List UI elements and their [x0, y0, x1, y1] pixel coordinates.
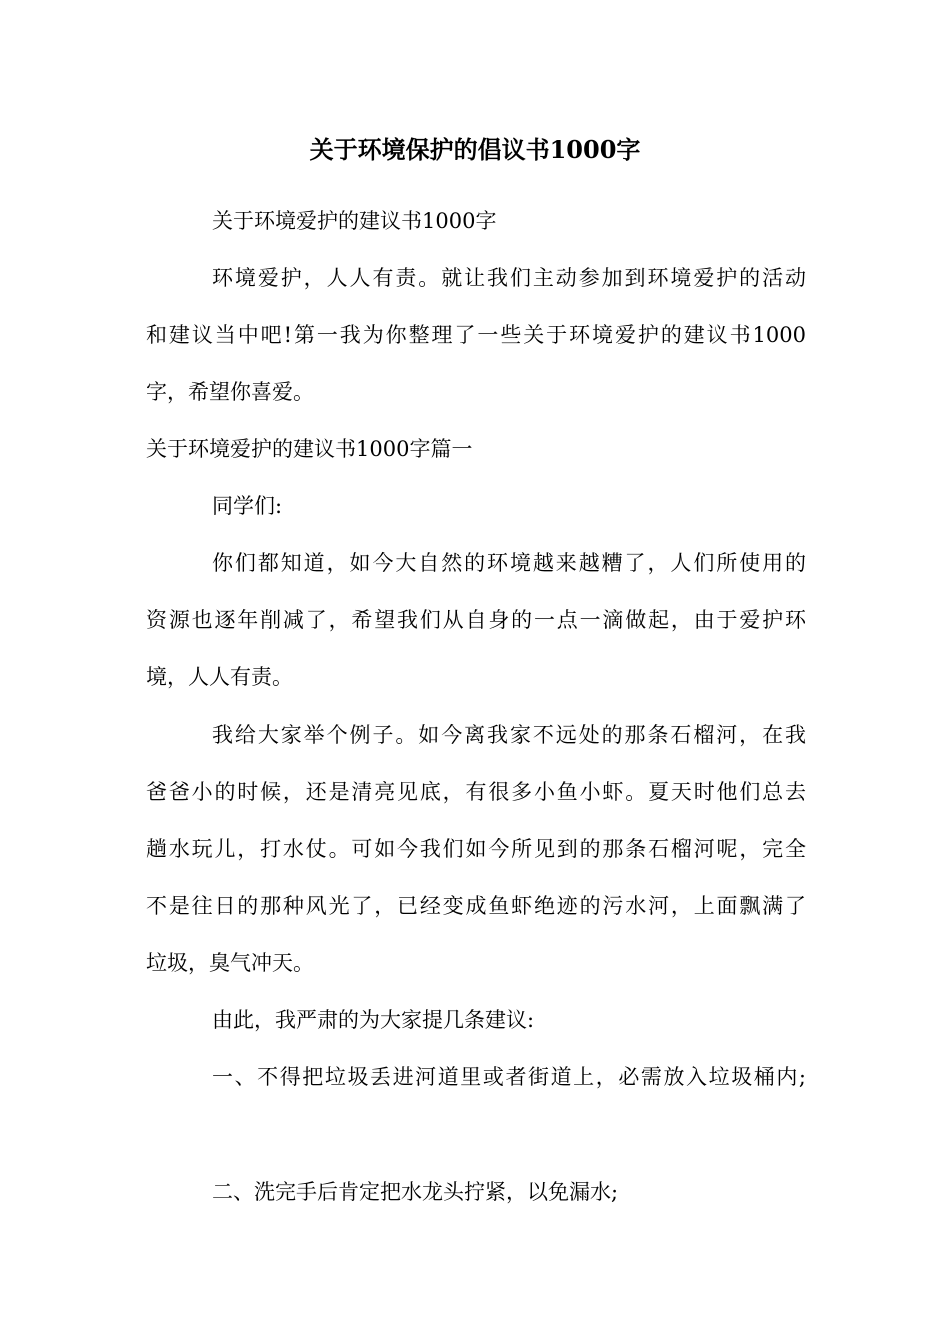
- paragraph-line: 垃圾，臭气冲天。: [146, 951, 314, 975]
- paragraph-line: 字，希望你喜爱。: [146, 380, 314, 404]
- paragraph-line: 境，人人有责。: [146, 665, 293, 689]
- section-heading: 关于环境爱护的建议书1000字篇一: [146, 437, 473, 461]
- paragraph-line: 爸爸小的时候，还是清亮见底，有很多小鱼小虾。夏天时他们总去: [146, 780, 806, 804]
- list-item: 二、洗完手后肯定把水龙头拧紧，以免漏水;: [212, 1180, 619, 1204]
- list-item: 一、不得把垃圾丢进河道里或者街道上，必需放入垃圾桶内;: [212, 1065, 806, 1089]
- paragraph-line: 不是往日的那种风光了，已经变成鱼虾绝迹的污水河，上面飘满了: [146, 894, 806, 918]
- paragraph-line: 我给大家举个例子。如今离我家不远处的那条石榴河，在我: [212, 723, 806, 747]
- paragraph-line: 由此，我严肃的为大家提几条建议:: [212, 1008, 535, 1032]
- paragraph-line: 趟水玩儿，打水仗。可如今我们如今所见到的那条石榴河呢，完全: [146, 837, 806, 861]
- paragraph-line: 环境爱护，人人有责。就让我们主动参加到环境爱护的活动: [212, 266, 806, 290]
- paragraph-line: 资源也逐年削减了，希望我们从自身的一点一滴做起，由于爱护环: [146, 608, 806, 632]
- paragraph-line: 你们都知道，如今大自然的环境越来越糟了，人们所使用的: [212, 551, 806, 575]
- document-title: 关于环境保护的倡议书1000字: [309, 135, 641, 164]
- salutation: 同学们:: [212, 494, 283, 518]
- subtitle-line: 关于环境爱护的建议书1000字: [212, 209, 497, 233]
- paragraph-line: 和建议当中吧!第一我为你整理了一些关于环境爱护的建议书1000: [146, 323, 806, 347]
